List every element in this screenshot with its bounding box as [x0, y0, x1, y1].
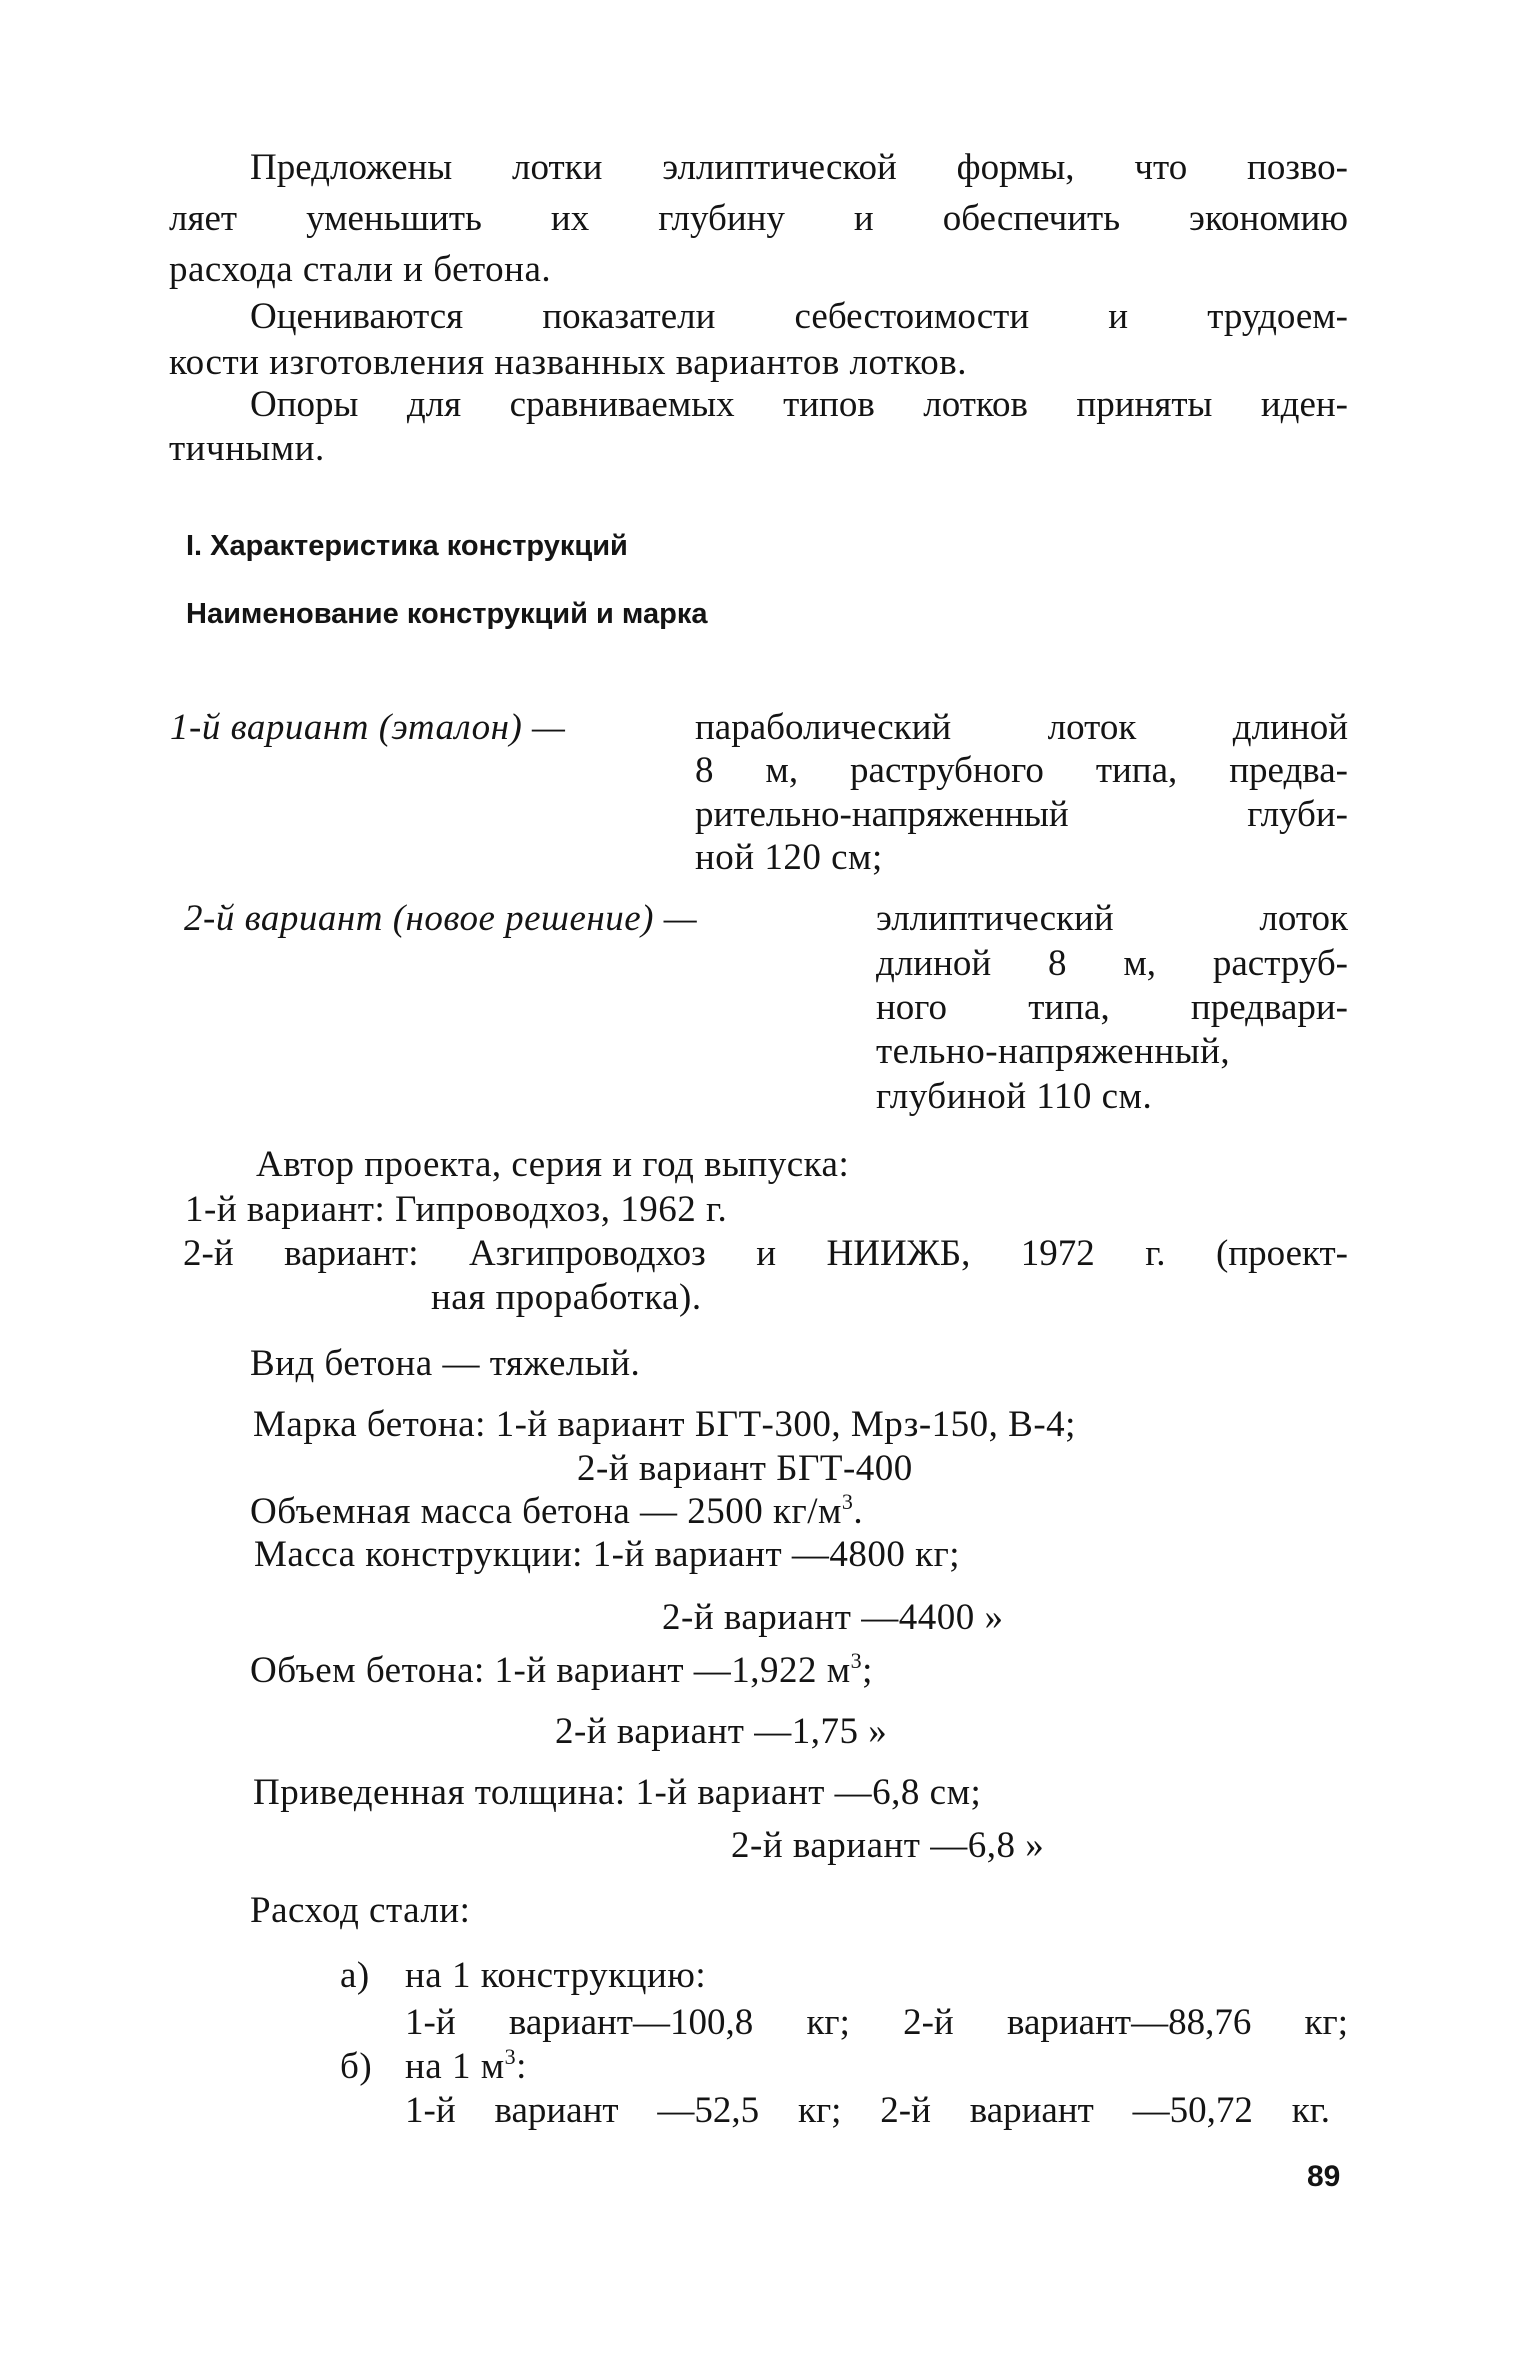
volume-line-2: 2-й вариант —1,75 »: [555, 1711, 888, 1752]
thickness-line-1: Приведенная толщина: 1-й вариант —6,8 см;: [253, 1772, 982, 1813]
intro-line: тичными.: [169, 428, 325, 469]
author-variant-2-cont: ная проработка).: [431, 1277, 702, 1318]
variant-1-line: рительно-напряженный глуби-: [695, 794, 1348, 835]
steel-item-a-values: 1-й вариант—100,8 кг; 2-й вариант—88,76 кг;: [405, 2002, 1348, 2043]
steel-item-a-text: на 1 конструкцию:: [405, 1955, 707, 1996]
variant-2-line: глубиной 110 см.: [876, 1076, 1153, 1117]
thickness-line-2: 2-й вариант —6,8 »: [731, 1825, 1045, 1866]
steel-item-a-label: а): [340, 1955, 370, 1996]
variant-1-label: 1-й вариант (эталон) —: [170, 707, 566, 748]
concrete-grade-2: 2-й вариант БГТ-400: [577, 1448, 913, 1489]
variant-1-line: 8 м, раструбного типа, предва-: [695, 750, 1348, 791]
intro-line: Предложены лотки эллиптической формы, что позво-: [250, 147, 1348, 188]
variant-2-line: длиной 8 м, раструб-: [876, 943, 1348, 984]
steel-item-b-text: на 1 $м^3$:: [405, 2044, 527, 2087]
steel-item-b-values: 1-й вариант —52,5 кг; 2-й вариант —50,72 кг.: [405, 2090, 1330, 2131]
concrete-density: Объемная масса бетона — 2500 $кг/м^3$.: [250, 1489, 864, 1532]
mass-line-1: Масса конструкции: 1-й вариант —4800 кг;: [254, 1534, 961, 1575]
intro-line: ляет уменьшить их глубину и обеспечить экономию: [169, 198, 1348, 239]
intro-line: кости изготовления названных вариантов лотков.: [169, 342, 968, 383]
variant-2-line: тельно-напряженный,: [876, 1031, 1231, 1072]
page-number: 89: [1307, 2160, 1341, 2193]
variant-1-line: параболический лоток длиной: [695, 707, 1348, 748]
variant-1-line: ной 120 см;: [695, 837, 883, 878]
section-heading: I. Характеристика конструкций: [186, 530, 628, 562]
variant-2-label: 2-й вариант (новое решение) —: [184, 898, 698, 939]
variant-2-line: ного типа, предвари-: [876, 987, 1348, 1028]
mass-line-2: 2-й вариант —4400 »: [662, 1597, 1004, 1638]
volume-line-1: Объем бетона: 1-й вариант —1,922 $м^3$;: [250, 1648, 873, 1691]
concrete-type: Вид бетона — тяжелый.: [250, 1343, 641, 1384]
author-title: Автор проекта, серия и год выпуска:: [256, 1144, 850, 1185]
concrete-grade: Марка бетона: 1-й вариант БГТ-300, Мрз-150, В-4;: [253, 1404, 1076, 1445]
author-variant-2: 2-й вариант: Азгипроводхоз и НИИЖБ, 1972 г. (проект-: [183, 1233, 1348, 1274]
intro-line: Опоры для сравниваемых типов лотков приняты иден-: [250, 384, 1348, 425]
author-variant-1: 1-й вариант: Гипроводхоз, 1962 г.: [185, 1189, 728, 1230]
intro-line: Оцениваются показатели себестоимости и трудоем-: [250, 296, 1348, 337]
steel-item-b-label: б): [340, 2046, 373, 2087]
variant-2-line: эллиптический лоток: [876, 898, 1348, 939]
steel-title: Расход стали:: [250, 1890, 471, 1931]
intro-line: расхода стали и бетона.: [169, 249, 552, 290]
section-subheading: Наименование конструкций и марка: [186, 598, 708, 630]
